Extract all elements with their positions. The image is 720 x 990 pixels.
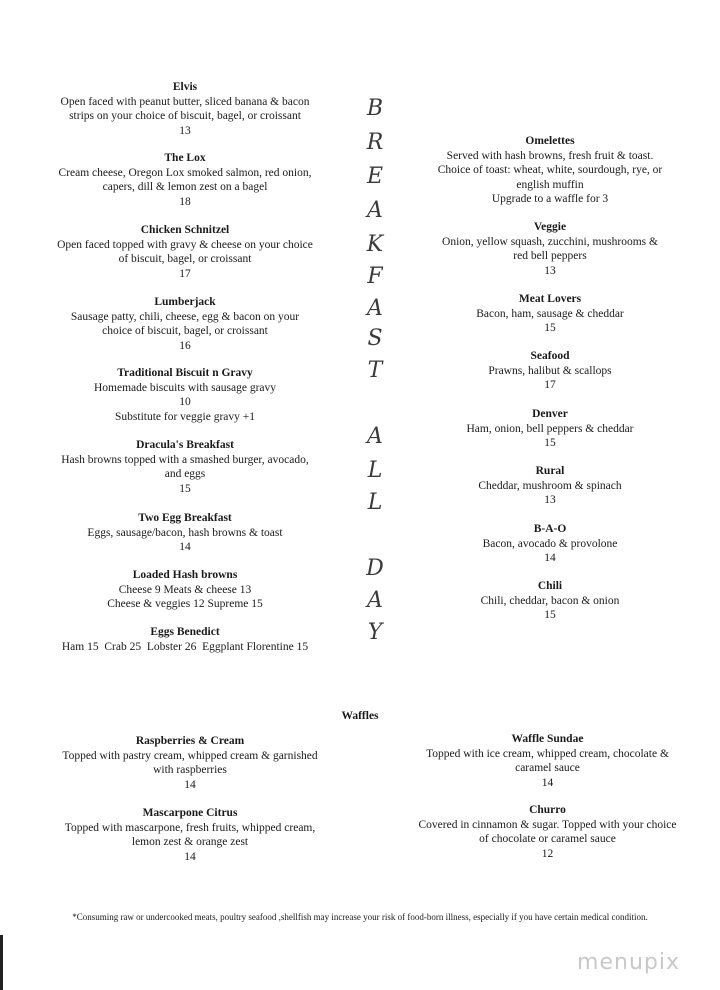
menu-item-elvis — [30, 80, 340, 138]
menu-item-eggs-benedict — [30, 625, 340, 654]
menu-item-meat-lovers — [395, 292, 705, 336]
title-letter: A — [367, 588, 383, 613]
item-price: 15 — [544, 322, 556, 334]
item-price: 17 — [179, 267, 191, 280]
item-title: Mascarpone Citrus — [142, 807, 238, 819]
item-desc: english muffin — [516, 178, 584, 191]
item-price: 13 — [544, 264, 556, 277]
item-desc: Sausage patty, chili, cheese, egg & bacon on your — [70, 310, 300, 323]
menu-item-seafood — [395, 349, 705, 393]
menu-item-biscuit-gravy — [30, 366, 340, 424]
title-letter: E — [366, 164, 384, 189]
title-letter: A — [367, 296, 383, 321]
item-title: Two Egg Breakfast — [138, 512, 232, 524]
item-desc: Ham 15 Crab 25 Lobster 26 Eggplant Florentine 15 — [61, 640, 309, 653]
menu-item-the-lox — [30, 151, 340, 209]
item-title: Denver — [532, 408, 568, 420]
item-desc: Open faced topped with gravy & cheese on your choice — [57, 238, 313, 251]
item-desc: Cheese & veggies 12 Supreme 15 — [107, 598, 263, 610]
menu-item-waffle-sundae — [385, 732, 710, 790]
item-price: 17 — [544, 379, 556, 391]
item-title: B-A-O — [533, 523, 567, 535]
item-desc: Hash browns topped with a smashed burger, avocado, — [61, 453, 309, 466]
item-extra: Substitute for veggie gravy +1 — [115, 410, 255, 423]
menu-item-chicken-schnitzel — [30, 223, 340, 281]
item-desc: and eggs — [164, 468, 206, 480]
item-desc: Topped with mascarpone, fresh fruits, whipped cream, — [64, 821, 316, 834]
item-desc: of chocolate or caramel sauce — [479, 833, 616, 845]
item-price: 10 — [179, 396, 191, 408]
item-price: 14 — [179, 541, 191, 553]
item-title: Waffle Sundae — [511, 733, 584, 745]
item-title: Churro — [529, 804, 566, 816]
item-title: Traditional Biscuit n Gravy — [117, 367, 253, 379]
menu-item-loaded-hash-browns — [30, 568, 340, 612]
item-title: Chicken Schnitzel — [140, 224, 230, 236]
title-letter: L — [367, 458, 383, 483]
item-price: 16 — [179, 339, 191, 352]
item-desc: Bacon, avocado & provolone — [482, 537, 618, 550]
item-desc: Prawns, halibut & scallops — [488, 364, 612, 377]
item-price: 12 — [541, 847, 554, 860]
item-title: Omelettes — [525, 135, 575, 147]
menu-item-chili — [395, 579, 705, 623]
menu-item-two-egg-breakfast — [30, 511, 340, 555]
item-title: Eggs Benedict — [150, 626, 220, 638]
item-desc: Ham, onion, bell peppers & cheddar — [466, 422, 634, 435]
item-desc: red bell peppers — [513, 250, 587, 262]
item-desc: capers, dill & lemon zest on a bagel — [102, 181, 268, 193]
item-price: 14 — [541, 776, 554, 789]
item-desc: Chili, cheddar, bacon & onion — [480, 594, 620, 607]
item-desc: Cream cheese, Oregon Lox smoked salmon, red onion, — [58, 166, 312, 179]
menu-item-denver — [395, 407, 705, 451]
item-title: Dracula's Breakfast — [136, 439, 234, 451]
item-title: The Lox — [164, 152, 206, 164]
item-desc: Covered in cinnamon & sugar. Topped with your choice — [418, 818, 677, 831]
item-desc: Homemade biscuits with sausage gravy — [93, 381, 277, 394]
item-desc: Choice of toast: wheat, white, sourdough, rye, or — [437, 164, 663, 176]
item-title: Rural — [535, 465, 565, 477]
item-title: Seafood — [530, 350, 570, 362]
item-desc: strips on your choice of biscuit, bagel, or croissant — [69, 110, 301, 122]
item-desc: caramel sauce — [515, 762, 580, 774]
menu-item-bao — [395, 522, 705, 566]
menu-item-veggie — [395, 220, 705, 278]
item-price: 13 — [544, 494, 556, 506]
title-letter: Y — [367, 620, 383, 645]
scan-edge — [0, 935, 3, 990]
menu-item-raspberries-cream — [40, 734, 340, 792]
item-desc: Open faced with peanut butter, sliced banana & bacon — [60, 95, 310, 108]
item-price: 14 — [184, 778, 196, 791]
title-letter: R — [366, 130, 384, 155]
item-desc: Served with hash browns, fresh fruit & toast. — [446, 149, 654, 162]
item-desc: Onion, yellow squash, zucchini, mushrooms & — [442, 235, 658, 248]
item-title: Lumberjack — [154, 296, 216, 308]
title-letter: A — [367, 424, 383, 449]
food-safety-footnote: *Consuming raw or undercooked meats, poultry seafood ,shellfish may increase your risk of food-born illness, especially if you have certain medical condition. — [72, 912, 648, 922]
item-price: 18 — [179, 195, 191, 208]
item-desc: Upgrade to a waffle for 3 — [491, 193, 609, 205]
item-title: Raspberries & Cream — [135, 735, 245, 747]
item-price: 14 — [544, 552, 556, 564]
menu-item-churro — [385, 803, 710, 861]
title-letter: L — [367, 490, 383, 515]
item-desc: Cheddar, mushroom & spinach — [478, 479, 622, 492]
item-desc: Cheese 9 Meats & cheese 13 — [118, 583, 252, 596]
menu-item-mascarpone-citrus — [40, 806, 340, 864]
menu-item-lumberjack — [30, 295, 340, 353]
waffles-heading: Waffles — [341, 710, 379, 722]
item-desc: Bacon, ham, sausage & cheddar — [476, 307, 624, 320]
item-price: 13 — [179, 124, 191, 137]
item-title: Meat Lovers — [518, 293, 582, 305]
item-desc: Topped with ice cream, whipped cream, chocolate & — [426, 747, 669, 760]
item-title: Veggie — [533, 221, 567, 233]
item-title: Elvis — [172, 81, 198, 93]
item-price: 15 — [544, 609, 556, 621]
menu-item-rural — [395, 464, 705, 508]
title-letter: A — [367, 198, 383, 223]
item-title: Chili — [537, 580, 563, 592]
title-letter: F — [367, 264, 383, 289]
item-desc: of biscuit, bagel, or croissant — [118, 253, 252, 265]
title-letter: S — [367, 326, 383, 351]
item-price: 14 — [184, 850, 196, 863]
item-price: 15 — [179, 482, 191, 495]
watermark: menupix — [577, 950, 680, 975]
menu-item-omelettes — [395, 134, 705, 207]
item-desc: choice of biscuit, bagel, or croissant — [102, 325, 268, 337]
title-letter: B — [366, 96, 384, 121]
title-letter: K — [366, 232, 384, 257]
item-desc: lemon zest & orange zest — [131, 836, 249, 848]
title-letter: D — [366, 556, 384, 581]
menu-item-draculas-breakfast — [30, 438, 340, 496]
item-price: 15 — [544, 437, 556, 449]
item-desc: Eggs, sausage/bacon, hash browns & toast — [87, 526, 283, 539]
item-title: Loaded Hash browns — [132, 569, 238, 581]
item-desc: Topped with pastry cream, whipped cream & garnished — [62, 749, 318, 762]
item-desc: with raspberries — [153, 764, 227, 776]
title-letter: T — [367, 358, 383, 383]
